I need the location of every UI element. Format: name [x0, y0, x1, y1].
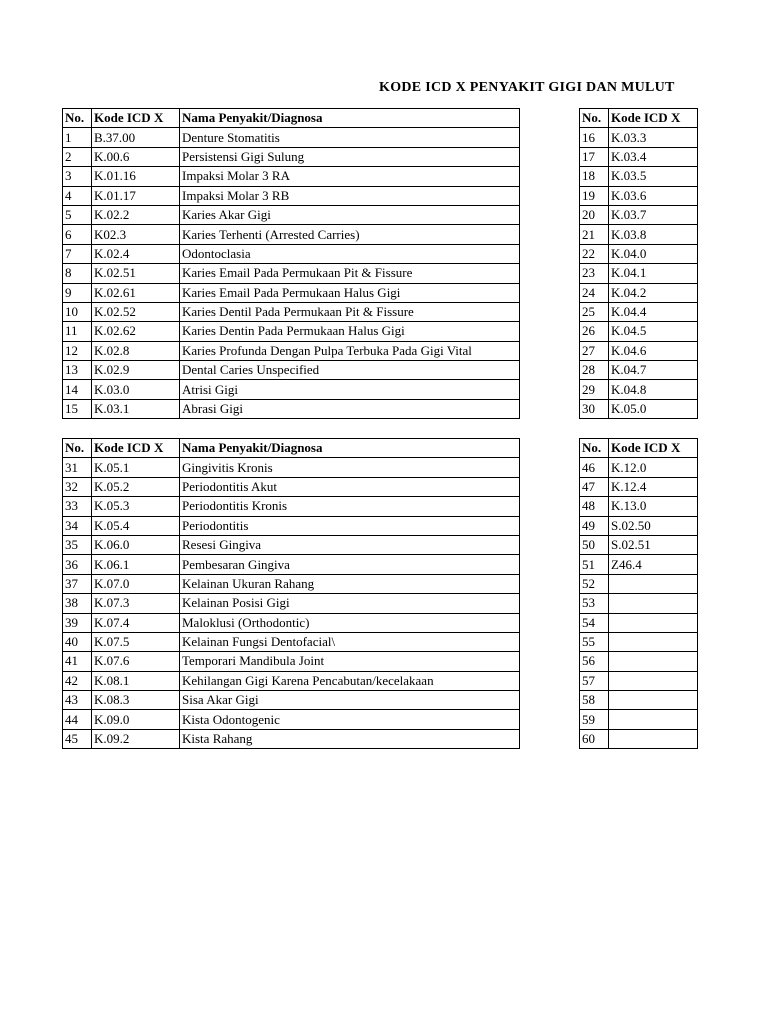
- cell-name: Denture Stomatitis: [180, 128, 520, 147]
- cell-code: K.04.1: [609, 264, 698, 283]
- cell-no: 33: [63, 497, 92, 516]
- cell-name: Dental Caries Unspecified: [180, 361, 520, 380]
- table-row: [63, 322, 520, 341]
- table-row: [580, 186, 698, 205]
- cell-code: K.04.5: [609, 322, 698, 341]
- table-row: [580, 555, 698, 574]
- table-row: [63, 147, 520, 166]
- cell-code: K.12.4: [609, 477, 698, 496]
- cell-code: K.04.6: [609, 341, 698, 360]
- cell-name: Kelainan Ukuran Rahang: [180, 574, 520, 593]
- header-no: No.: [580, 109, 609, 128]
- table-row: [63, 613, 520, 632]
- cell-no: 23: [580, 264, 609, 283]
- cell-code: K.01.16: [92, 167, 180, 186]
- table-row: [580, 380, 698, 399]
- cell-no: 26: [580, 322, 609, 341]
- cell-no: 30: [580, 399, 609, 418]
- table-row: [63, 652, 520, 671]
- cell-no: 32: [63, 477, 92, 496]
- table-row: [580, 128, 698, 147]
- table-row: [63, 283, 520, 302]
- cell-no: 48: [580, 497, 609, 516]
- cell-no: 18: [580, 167, 609, 186]
- table-row: [580, 652, 698, 671]
- table-row: [63, 205, 520, 224]
- cell-name: Karies Dentin Pada Permukaan Halus Gigi: [180, 322, 520, 341]
- cell-no: 60: [580, 729, 609, 748]
- cell-name: Kehilangan Gigi Karena Pencabutan/kecelakaan: [180, 671, 520, 690]
- cell-no: 42: [63, 671, 92, 690]
- header-code: Kode ICD X: [92, 109, 180, 128]
- table-row: [63, 555, 520, 574]
- table-row: [63, 477, 520, 496]
- table-row: [63, 516, 520, 535]
- cell-no: 31: [63, 458, 92, 477]
- cell-no: 28: [580, 361, 609, 380]
- cell-no: 47: [580, 477, 609, 496]
- cell-no: 9: [63, 283, 92, 302]
- cell-code: [609, 729, 698, 748]
- cell-code: K.03.6: [609, 186, 698, 205]
- table-row: [580, 244, 698, 263]
- cell-no: 5: [63, 205, 92, 224]
- table-row: [580, 671, 698, 690]
- cell-no: 51: [580, 555, 609, 574]
- table-row: [63, 399, 520, 418]
- cell-no: 24: [580, 283, 609, 302]
- table-row: [580, 361, 698, 380]
- cell-no: 41: [63, 652, 92, 671]
- cell-no: 13: [63, 361, 92, 380]
- cell-code: K.04.0: [609, 244, 698, 263]
- header-row: [580, 109, 698, 128]
- table-row: [580, 594, 698, 613]
- cell-code: K.04.2: [609, 283, 698, 302]
- cell-code: K.06.0: [92, 535, 180, 554]
- table-row: [580, 167, 698, 186]
- cell-no: 45: [63, 729, 92, 748]
- cell-code: K.03.8: [609, 225, 698, 244]
- cell-code: [609, 710, 698, 729]
- header-code: Kode ICD X: [609, 439, 698, 458]
- table-row: [63, 302, 520, 321]
- cell-code: K.07.5: [92, 632, 180, 651]
- cell-no: 6: [63, 225, 92, 244]
- cell-code: K.02.2: [92, 205, 180, 224]
- header-row: [63, 439, 520, 458]
- table-row: [63, 341, 520, 360]
- table-row: [63, 632, 520, 651]
- cell-name: Abrasi Gigi: [180, 399, 520, 418]
- table-row: [580, 632, 698, 651]
- table-row: [63, 729, 520, 748]
- table-row: [580, 341, 698, 360]
- cell-no: 34: [63, 516, 92, 535]
- table-row: [580, 302, 698, 321]
- cell-code: K.02.51: [92, 264, 180, 283]
- cell-no: 8: [63, 264, 92, 283]
- cell-name: Periodontitis Akut: [180, 477, 520, 496]
- cell-code: K.07.6: [92, 652, 180, 671]
- cell-name: Kista Rahang: [180, 729, 520, 748]
- cell-code: K.05.0: [609, 399, 698, 418]
- cell-name: Odontoclasia: [180, 244, 520, 263]
- table-row: [63, 361, 520, 380]
- cell-name: Sisa Akar Gigi: [180, 691, 520, 710]
- cell-no: 52: [580, 574, 609, 593]
- cell-name: Karies Dentil Pada Permukaan Pit & Fissure: [180, 302, 520, 321]
- cell-no: 29: [580, 380, 609, 399]
- table-row: [580, 535, 698, 554]
- cell-no: 54: [580, 613, 609, 632]
- cell-code: K.06.1: [92, 555, 180, 574]
- cell-name: Karies Profunda Dengan Pulpa Terbuka Pada Gigi Vital: [180, 341, 520, 360]
- table-row: [580, 225, 698, 244]
- cell-code: K.03.4: [609, 147, 698, 166]
- cell-code: K.03.0: [92, 380, 180, 399]
- cell-code: K.05.1: [92, 458, 180, 477]
- cell-code: K.02.52: [92, 302, 180, 321]
- cell-no: 57: [580, 671, 609, 690]
- cell-no: 15: [63, 399, 92, 418]
- cell-name: Impaksi Molar 3 RB: [180, 186, 520, 205]
- table-row: [580, 399, 698, 418]
- table-row: [63, 497, 520, 516]
- cell-code: S.02.51: [609, 535, 698, 554]
- cell-code: [609, 652, 698, 671]
- icd-table-left-1: [62, 108, 520, 419]
- cell-name: Kelainan Posisi Gigi: [180, 594, 520, 613]
- cell-code: K.09.2: [92, 729, 180, 748]
- cell-code: K.07.4: [92, 613, 180, 632]
- header-code: Kode ICD X: [92, 439, 180, 458]
- table-row: [580, 477, 698, 496]
- table-row: [580, 205, 698, 224]
- cell-code: Z46.4: [609, 555, 698, 574]
- cell-name: Persistensi Gigi Sulung: [180, 147, 520, 166]
- icd-table-right-2: [579, 438, 698, 749]
- cell-no: 12: [63, 341, 92, 360]
- cell-name: Karies Akar Gigi: [180, 205, 520, 224]
- cell-code: K.09.0: [92, 710, 180, 729]
- cell-no: 59: [580, 710, 609, 729]
- cell-name: Impaksi Molar 3 RA: [180, 167, 520, 186]
- table-row: [63, 264, 520, 283]
- cell-no: 20: [580, 205, 609, 224]
- cell-no: 16: [580, 128, 609, 147]
- cell-code: [609, 613, 698, 632]
- cell-name: Kista Odontogenic: [180, 710, 520, 729]
- cell-code: K.04.7: [609, 361, 698, 380]
- cell-code: K.12.0: [609, 458, 698, 477]
- table-row: [63, 594, 520, 613]
- document-title: KODE ICD X PENYAKIT GIGI DAN MULUT: [379, 80, 675, 95]
- cell-code: K.00.6: [92, 147, 180, 166]
- cell-no: 27: [580, 341, 609, 360]
- cell-no: 1: [63, 128, 92, 147]
- cell-code: K.02.8: [92, 341, 180, 360]
- table-row: [63, 458, 520, 477]
- cell-name: Periodontitis Kronis: [180, 497, 520, 516]
- header-name: Nama Penyakit/Diagnosa: [180, 439, 520, 458]
- cell-name: Resesi Gingiva: [180, 535, 520, 554]
- cell-code: [609, 594, 698, 613]
- table-row: [63, 691, 520, 710]
- table-row: [580, 516, 698, 535]
- cell-no: 2: [63, 147, 92, 166]
- cell-no: 7: [63, 244, 92, 263]
- cell-code: S.02.50: [609, 516, 698, 535]
- cell-no: 38: [63, 594, 92, 613]
- cell-name: Maloklusi (Orthodontic): [180, 613, 520, 632]
- cell-code: K.08.1: [92, 671, 180, 690]
- icd-table-left-2: [62, 438, 520, 749]
- header-name: Nama Penyakit/Diagnosa: [180, 109, 520, 128]
- cell-code: K.02.9: [92, 361, 180, 380]
- cell-code: K.03.3: [609, 128, 698, 147]
- table-row: [580, 729, 698, 748]
- cell-name: Temporari Mandibula Joint: [180, 652, 520, 671]
- table-row: [580, 574, 698, 593]
- cell-no: 4: [63, 186, 92, 205]
- table-row: [63, 710, 520, 729]
- cell-code: K.13.0: [609, 497, 698, 516]
- cell-code: K.08.3: [92, 691, 180, 710]
- cell-no: 46: [580, 458, 609, 477]
- cell-code: B.37.00: [92, 128, 180, 147]
- header-no: No.: [63, 109, 92, 128]
- cell-no: 14: [63, 380, 92, 399]
- table-row: [580, 710, 698, 729]
- cell-code: K.05.2: [92, 477, 180, 496]
- cell-code: K.02.61: [92, 283, 180, 302]
- cell-code: K.02.4: [92, 244, 180, 263]
- cell-name: Karies Email Pada Permukaan Halus Gigi: [180, 283, 520, 302]
- cell-no: 40: [63, 632, 92, 651]
- cell-no: 21: [580, 225, 609, 244]
- table-row: [580, 147, 698, 166]
- cell-no: 10: [63, 302, 92, 321]
- cell-name: Karies Terhenti (Arrested Carries): [180, 225, 520, 244]
- header-code: Kode ICD X: [609, 109, 698, 128]
- cell-no: 58: [580, 691, 609, 710]
- cell-code: K.03.5: [609, 167, 698, 186]
- cell-name: Periodontitis: [180, 516, 520, 535]
- cell-code: K.04.4: [609, 302, 698, 321]
- cell-code: K.07.3: [92, 594, 180, 613]
- cell-no: 50: [580, 535, 609, 554]
- table-row: [63, 380, 520, 399]
- cell-code: K.04.8: [609, 380, 698, 399]
- icd-table-right-1: [579, 108, 698, 419]
- table-row: [580, 691, 698, 710]
- table-row: [580, 322, 698, 341]
- cell-code: [609, 671, 698, 690]
- cell-name: Atrisi Gigi: [180, 380, 520, 399]
- cell-code: K.03.1: [92, 399, 180, 418]
- cell-code: K02.3: [92, 225, 180, 244]
- cell-no: 37: [63, 574, 92, 593]
- cell-no: 43: [63, 691, 92, 710]
- table-row: [580, 613, 698, 632]
- cell-no: 22: [580, 244, 609, 263]
- cell-no: 25: [580, 302, 609, 321]
- cell-no: 3: [63, 167, 92, 186]
- cell-no: 35: [63, 535, 92, 554]
- header-row: [580, 439, 698, 458]
- cell-no: 53: [580, 594, 609, 613]
- cell-code: [609, 574, 698, 593]
- cell-code: K.03.7: [609, 205, 698, 224]
- header-no: No.: [580, 439, 609, 458]
- table-row: [63, 574, 520, 593]
- table-row: [63, 186, 520, 205]
- cell-code: K.02.62: [92, 322, 180, 341]
- table-row: [580, 264, 698, 283]
- cell-no: 55: [580, 632, 609, 651]
- table-row: [63, 535, 520, 554]
- cell-no: 39: [63, 613, 92, 632]
- cell-no: 36: [63, 555, 92, 574]
- cell-code: K.01.17: [92, 186, 180, 205]
- cell-name: Gingivitis Kronis: [180, 458, 520, 477]
- cell-name: Karies Email Pada Permukaan Pit & Fissure: [180, 264, 520, 283]
- table-row: [63, 167, 520, 186]
- table-row: [63, 128, 520, 147]
- cell-no: 49: [580, 516, 609, 535]
- cell-name: Kelainan Fungsi Dentofacial\: [180, 632, 520, 651]
- cell-code: K.07.0: [92, 574, 180, 593]
- table-row: [580, 283, 698, 302]
- cell-code: [609, 691, 698, 710]
- table-row: [580, 458, 698, 477]
- cell-no: 44: [63, 710, 92, 729]
- table-row: [580, 497, 698, 516]
- table-row: [63, 244, 520, 263]
- cell-name: Pembesaran Gingiva: [180, 555, 520, 574]
- cell-code: K.05.3: [92, 497, 180, 516]
- cell-no: 11: [63, 322, 92, 341]
- header-no: No.: [63, 439, 92, 458]
- cell-code: K.05.4: [92, 516, 180, 535]
- table-row: [63, 225, 520, 244]
- table-row: [63, 671, 520, 690]
- cell-no: 56: [580, 652, 609, 671]
- header-row: [63, 109, 520, 128]
- cell-code: [609, 632, 698, 651]
- cell-no: 17: [580, 147, 609, 166]
- cell-no: 19: [580, 186, 609, 205]
